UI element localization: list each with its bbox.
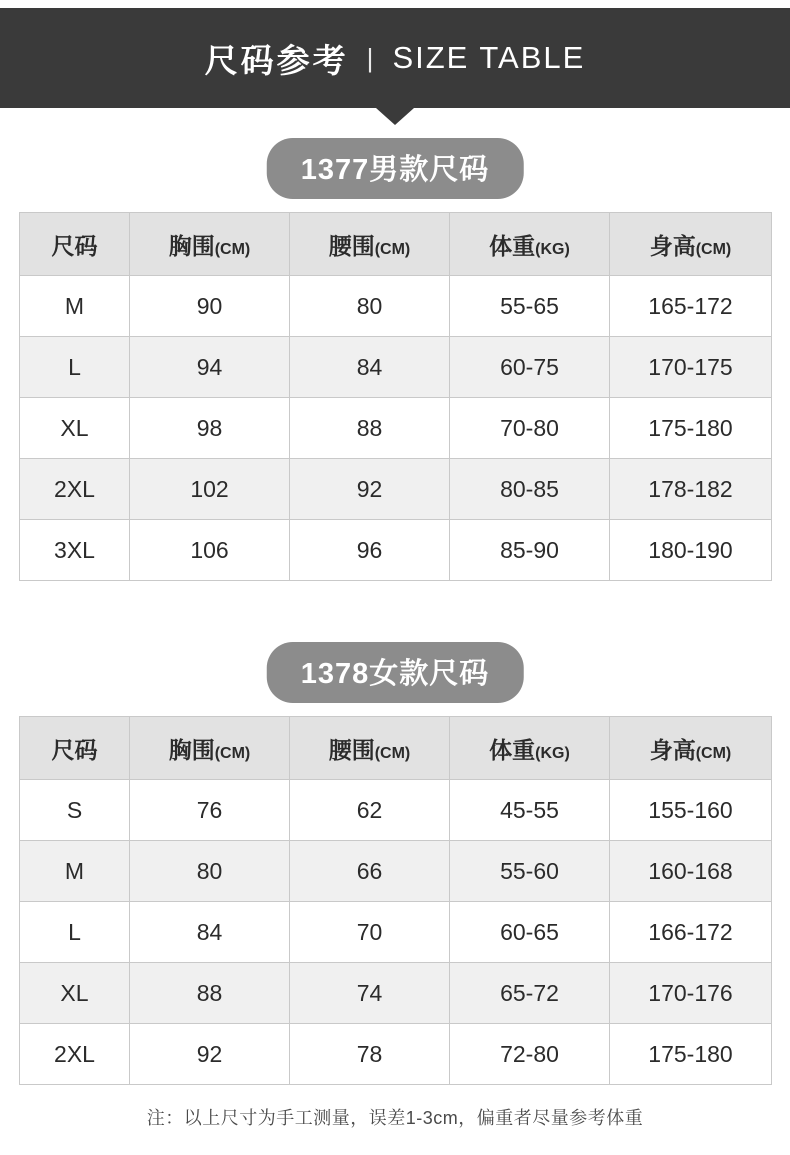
table-row (20, 1024, 772, 1085)
table-row (20, 902, 772, 963)
cell-waist: 70 (290, 902, 450, 963)
cell-waist: 62 (290, 780, 450, 841)
column-header-chest-unit: (CM) (214, 744, 251, 762)
table-header-row (20, 717, 772, 780)
table-row (20, 398, 772, 459)
column-header-size-label: 尺码 (51, 736, 98, 763)
column-header-chest-unit: (CM) (214, 240, 251, 258)
column-header-height-unit: (CM) (695, 744, 732, 762)
table-row (20, 963, 772, 1024)
cell-waist: 66 (290, 841, 450, 902)
column-header-height (610, 717, 772, 780)
cell-waist: 78 (290, 1024, 450, 1085)
cell-height: 170-175 (610, 337, 772, 398)
cell-size: XL (20, 398, 130, 459)
cell-chest: 98 (130, 398, 290, 459)
cell-size: S (20, 780, 130, 841)
column-header-chest-label: 胸围 (168, 736, 215, 763)
column-header-chest (130, 213, 290, 276)
column-header-height (610, 213, 772, 276)
cell-chest: 102 (130, 459, 290, 520)
header-title-separator: | (366, 42, 375, 73)
column-header-weight (450, 717, 610, 780)
cell-height: 170-176 (610, 963, 772, 1024)
header-title-cn: 尺码参考 (204, 41, 349, 79)
column-header-weight (450, 213, 610, 276)
column-header-weight-label: 体重 (489, 736, 536, 763)
cell-waist: 88 (290, 398, 450, 459)
table-header-row (20, 213, 772, 276)
cell-weight: 65-72 (450, 963, 610, 1024)
column-header-weight-unit: (KG) (535, 240, 570, 258)
cell-weight: 45-55 (450, 780, 610, 841)
cell-waist: 80 (290, 276, 450, 337)
cell-height: 178-182 (610, 459, 772, 520)
cell-weight: 70-80 (450, 398, 610, 459)
cell-height: 155-160 (610, 780, 772, 841)
cell-height: 160-168 (610, 841, 772, 902)
cell-waist: 84 (290, 337, 450, 398)
cell-height: 165-172 (610, 276, 772, 337)
table-row (20, 459, 772, 520)
column-header-waist (290, 717, 450, 780)
cell-chest: 84 (130, 902, 290, 963)
column-header-size-label: 尺码 (51, 232, 98, 259)
cell-size: M (20, 276, 130, 337)
cell-chest: 90 (130, 276, 290, 337)
section-title-womens: 1378女款尺码 (267, 642, 524, 703)
cell-chest: 88 (130, 963, 290, 1024)
column-header-waist-label: 腰围 (328, 232, 375, 259)
cell-weight: 72-80 (450, 1024, 610, 1085)
cell-chest: 106 (130, 520, 290, 581)
cell-waist: 92 (290, 459, 450, 520)
cell-waist: 74 (290, 963, 450, 1024)
mens-size-table (19, 212, 772, 581)
cell-size: 3XL (20, 520, 130, 581)
cell-size: 2XL (20, 459, 130, 520)
header-title-en: SIZE TABLE (392, 40, 586, 75)
cell-chest: 80 (130, 841, 290, 902)
cell-size: L (20, 902, 130, 963)
footnote: 注：以上尺寸为手工测量，误差1-3cm，偏重者尽量参考体重 (146, 1108, 644, 1128)
cell-weight: 55-60 (450, 841, 610, 902)
cell-height: 166-172 (610, 902, 772, 963)
column-header-chest-label: 胸围 (168, 232, 215, 259)
cell-weight: 85-90 (450, 520, 610, 581)
column-header-height-label: 身高 (649, 232, 696, 259)
cell-weight: 80-85 (450, 459, 610, 520)
cell-size: XL (20, 963, 130, 1024)
cell-chest: 94 (130, 337, 290, 398)
table-row (20, 520, 772, 581)
womens-size-table (19, 716, 772, 1085)
cell-chest: 76 (130, 780, 290, 841)
table-row (20, 276, 772, 337)
cell-weight: 60-65 (450, 902, 610, 963)
down-arrow-icon (376, 108, 414, 125)
column-header-size (20, 717, 130, 780)
column-header-waist (290, 213, 450, 276)
column-header-weight-label: 体重 (489, 232, 536, 259)
cell-height: 180-190 (610, 520, 772, 581)
column-header-height-unit: (CM) (695, 240, 732, 258)
table-row (20, 337, 772, 398)
column-header-size (20, 213, 130, 276)
column-header-waist-unit: (CM) (374, 240, 411, 258)
cell-size: M (20, 841, 130, 902)
cell-size: 2XL (20, 1024, 130, 1085)
cell-height: 175-180 (610, 398, 772, 459)
table-row (20, 780, 772, 841)
cell-size: L (20, 337, 130, 398)
cell-weight: 60-75 (450, 337, 610, 398)
column-header-waist-unit: (CM) (374, 744, 411, 762)
column-header-height-label: 身高 (649, 736, 696, 763)
section-title-mens: 1377男款尺码 (267, 138, 524, 199)
column-header-waist-label: 腰围 (328, 736, 375, 763)
cell-waist: 96 (290, 520, 450, 581)
cell-chest: 92 (130, 1024, 290, 1085)
cell-weight: 55-65 (450, 276, 610, 337)
column-header-weight-unit: (KG) (535, 744, 570, 762)
column-header-chest (130, 717, 290, 780)
cell-height: 175-180 (610, 1024, 772, 1085)
table-row (20, 841, 772, 902)
header-title (0, 8, 790, 108)
